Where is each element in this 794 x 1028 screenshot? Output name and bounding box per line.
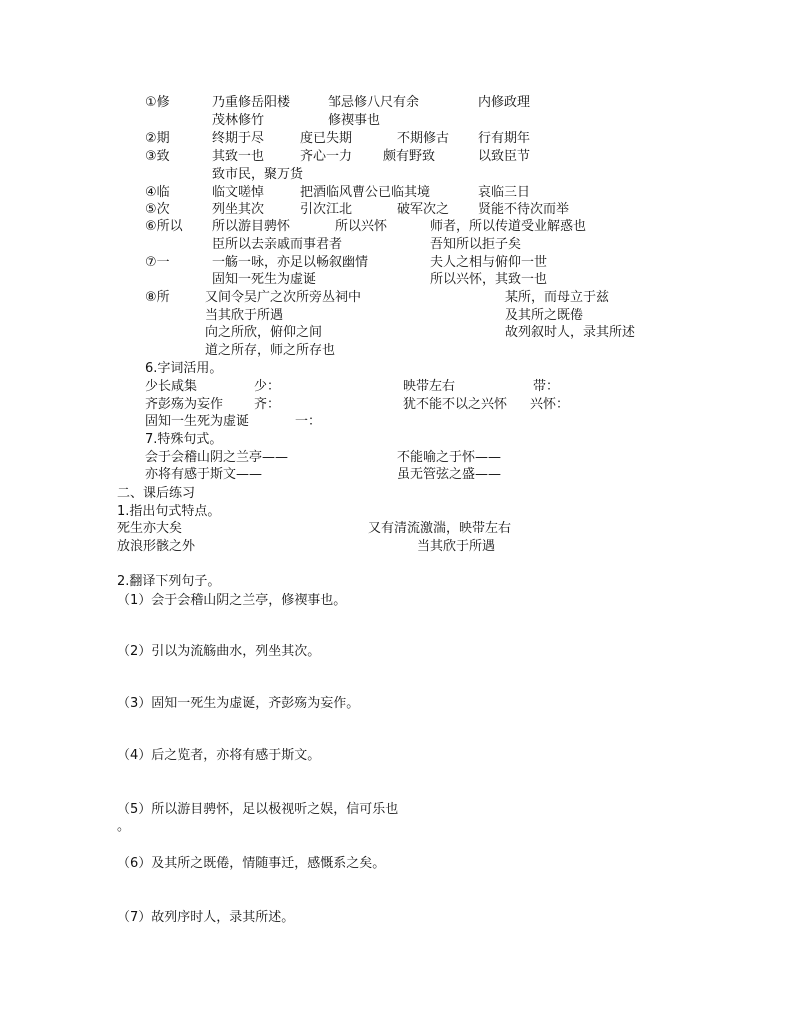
word-number: ④临 [145, 185, 170, 200]
example: 所以游目骋怀 [212, 219, 291, 234]
example: 临文嗟悼 [212, 185, 265, 200]
translate-item: （3）固知一死生为虚诞，齐彭殇为妄作。 [117, 696, 360, 711]
translate-item: （2）引以为流觞曲水，列坐其次。 [117, 644, 321, 659]
word-number: ⑥所以 [145, 219, 183, 234]
example: 终期于尽 [212, 131, 265, 146]
example: 吾知所以拒子矣 [430, 237, 522, 252]
example: 把酒临风曹公已临其境 [300, 185, 431, 200]
section-title: 7.特殊句式。 [145, 432, 223, 447]
answer-label: 带： [533, 379, 560, 394]
example: 又间令吴广之次所旁丛祠中 [205, 290, 362, 305]
example: 齐心一力 [300, 149, 353, 164]
example: 内修政理 [478, 95, 531, 110]
answer-label: 兴怀： [530, 397, 570, 412]
example: 破军次之 [397, 202, 450, 217]
translate-item: （1）会于会稽山阴之兰亭，修禊事也。 [117, 593, 347, 608]
example: 夫人之相与俯仰一世 [430, 255, 548, 270]
answer-label: 少： [254, 379, 281, 394]
answer-label: 一： [295, 414, 322, 429]
exercise-title: 2.翻译下列句子。 [117, 574, 221, 589]
example: 度已失期 [300, 131, 353, 146]
example: 行有期年 [478, 131, 531, 146]
word-number: ⑤次 [145, 202, 170, 217]
sentence: 放浪形骸之外 [117, 539, 196, 554]
sentence: 当其欣于所遇 [417, 539, 496, 554]
example: 师者，所以传道受业解惑也 [430, 219, 587, 234]
example: 所以兴怀，其致一也 [430, 272, 548, 287]
example: 引次江北 [300, 202, 353, 217]
example: 列坐其次 [212, 202, 265, 217]
example: 修禊事也 [328, 113, 381, 128]
example: 以致臣节 [478, 149, 531, 164]
example: 道之所存，师之所存也 [205, 343, 336, 358]
exercise-title: 1.指出句式特点。 [117, 504, 221, 519]
translate-item: （7）故列序时人，录其所述。 [117, 910, 295, 925]
example: 虽无管弦之盛—— [397, 467, 502, 482]
example: 其致一也 [212, 149, 265, 164]
example: 臣所以去亲戚而事君者 [212, 237, 343, 252]
example: 齐彭殇为妄作 [145, 397, 224, 412]
answer-label: 齐： [254, 397, 281, 412]
example: 一觞一咏，亦足以畅叙幽情 [212, 255, 369, 270]
example: 致市民，聚万货 [212, 167, 304, 182]
example: 犹不能不以之兴怀 [403, 397, 508, 412]
example: 茂林修竹 [212, 113, 265, 128]
translate-item: （4）后之览者，亦将有感于斯文。 [117, 748, 321, 763]
example: 所以兴怀 [335, 219, 388, 234]
part-heading: 二、课后练习 [117, 486, 196, 501]
example: 不能喻之于怀—— [397, 450, 502, 465]
example: 少长咸集 [145, 379, 198, 394]
translate-item: （6）及其所之既倦，情随事迁，感慨系之矣。 [117, 856, 386, 871]
example: 会于会稽山阴之兰亭—— [145, 450, 289, 465]
example: 亦将有感于斯文—— [145, 467, 263, 482]
example: 当其欣于所遇 [205, 308, 284, 323]
example: 邹忌修八尺有余 [328, 95, 420, 110]
word-number: ⑦一 [145, 255, 170, 270]
example: 哀临三日 [478, 185, 531, 200]
example: 贤能不待次而举 [478, 202, 570, 217]
example: 映带左右 [403, 379, 456, 394]
section-title: 6.字词活用。 [145, 361, 223, 376]
example: 及其所之既倦 [505, 308, 584, 323]
translate-item: （5）所以游目骋怀，足以极视听之娱，信可乐也 [117, 802, 399, 817]
example: 固知一死生为虚诞 [212, 272, 317, 287]
example: 乃重修岳阳楼 [212, 95, 291, 110]
word-number: ③致 [145, 149, 170, 164]
word-number: ①修 [145, 95, 170, 110]
word-number: ⑧所 [145, 290, 170, 305]
example: 故列叙时人，录其所述 [505, 325, 636, 340]
example: 颇有野致 [383, 149, 436, 164]
example: 不期修古 [397, 131, 450, 146]
example: 固知一生死为虚诞 [145, 414, 250, 429]
word-number: ②期 [145, 131, 170, 146]
example: 向之所欣，俯仰之间 [205, 325, 323, 340]
punctuation: 。 [117, 819, 131, 834]
sentence: 又有清流激湍，映带左右 [368, 521, 512, 536]
example: 某所，而母立于兹 [505, 290, 610, 305]
sentence: 死生亦大矣 [117, 521, 183, 536]
